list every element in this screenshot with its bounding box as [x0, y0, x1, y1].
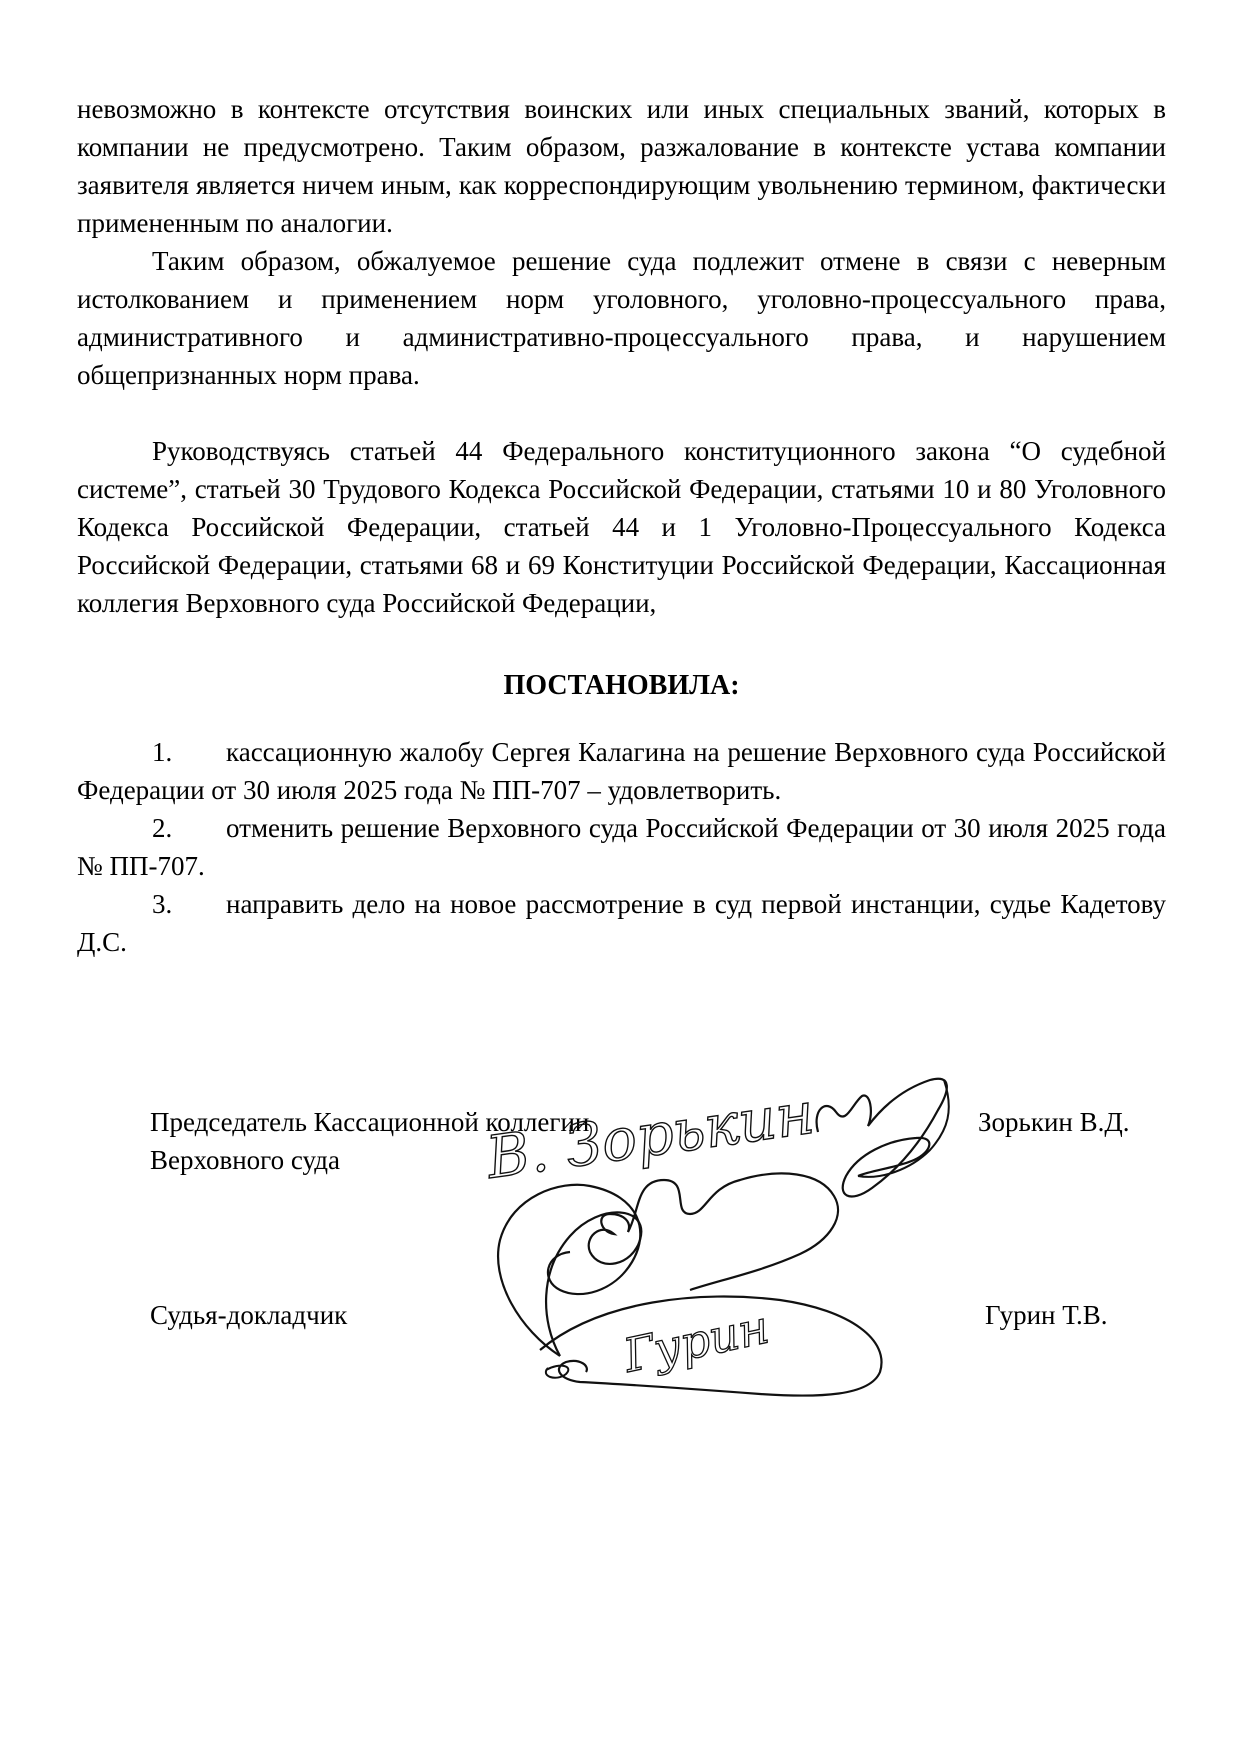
- item-number: 2.: [152, 813, 173, 843]
- resolution-item-3: [77, 885, 1166, 961]
- reporter-loop-body: [498, 1185, 640, 1356]
- reporter-ornament-top: [628, 1173, 838, 1290]
- paragraph-continuation: невозможно в контексте отсутствия воинских или иных специальных званий, которых в компании не предусмотрено. Таким образом, разжалование в контексте устава компании заявителя является ничем иным, как корреспондирующим увольнению термином, фактически примененным по аналогии.: [77, 94, 1166, 238]
- resolution-heading: ПОСТАНОВИЛА:: [503, 670, 740, 701]
- document-body: [77, 90, 1166, 961]
- item-text: направить дело на новое рассмотрение в суд первой инстанции, судье Кадетову Д.С.: [77, 889, 1166, 957]
- chair-handwritten-text: В. Зорькин: [482, 1078, 819, 1192]
- paragraph-legal-basis: Руководствуясь статьей 44 Федерального конституционного закона “О судебной системе”, статьей 30 Трудового Кодекса Российской Федерации, статьями 10 и 80 Уголовного Кодекса Российской Федерации, статьей 44 и 1 Уголовно-Процессуального Кодекса Российской Федерации, статьями 68 и 69 Конституции Российской Федерации, Кассационная коллегия Верховного суда Российской Федерации,: [77, 436, 1166, 618]
- chair-name: Зорькин В.Д.: [978, 1107, 1130, 1137]
- reporter-name: Гурин Т.В.: [985, 1300, 1108, 1330]
- item-number: 1.: [152, 737, 173, 767]
- resolution-item-2: [77, 809, 1166, 885]
- item-number: 3.: [152, 889, 173, 919]
- paragraph-conclusion: Таким образом, обжалуемое решение суда подлежит отмене в связи с неверным истолкованием и применением норм уголовного, уголовно-процессуального права, административного и административно-процессуального права, и нарушением общепризнанных норм права.: [77, 246, 1166, 390]
- resolution-item-1: [77, 733, 1166, 809]
- chair-title-line2: Верховного суда: [150, 1145, 340, 1175]
- chair-title: [150, 1103, 589, 1179]
- reporter-ornament-base: [540, 1297, 882, 1396]
- chair-flourish-tail: [858, 1080, 949, 1177]
- item-text: кассационную жалобу Сергея Калагина на решение Верховного суда Российской Федерации от 30 июля 2025 года № ПП-707 – удовлетворить.: [77, 737, 1166, 805]
- reporter-ornament-curl: [546, 1366, 569, 1378]
- chair-flourish: [817, 1079, 947, 1197]
- reporter-loop-head: [546, 1212, 641, 1356]
- item-text: отменить решение Верховного суда Российской Федерации от 30 июля 2025 года № ПП-707.: [77, 813, 1166, 881]
- chair-title-line1: Председатель Кассационной коллегии: [150, 1107, 590, 1137]
- reporter-title: Судья-докладчик: [150, 1300, 348, 1330]
- reporter-handwritten-text: Гурин: [619, 1299, 774, 1383]
- reporter-signature: [498, 1173, 881, 1395]
